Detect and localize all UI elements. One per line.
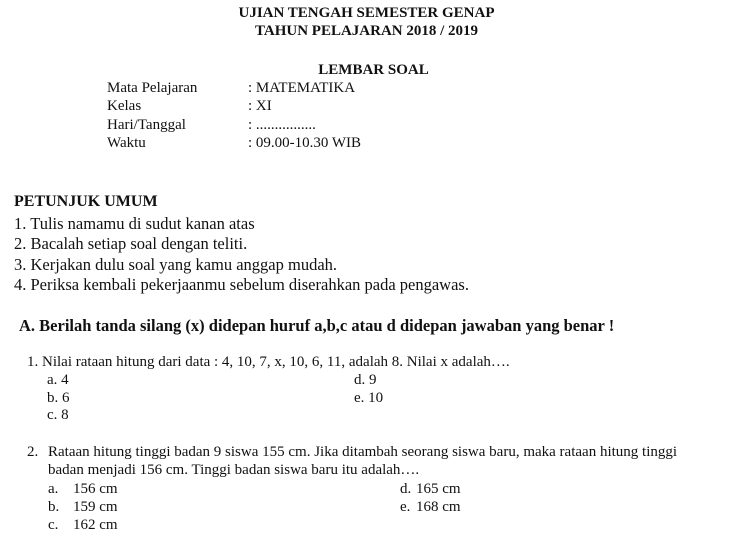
question-2-option-e-letter: e.: [400, 499, 411, 515]
academic-year: TAHUN PELAJARAN 2018 / 2019: [254, 23, 479, 39]
info-label-date: Hari/Tanggal: [107, 117, 186, 133]
info-value-time: : 09.00-10.30 WIB: [248, 135, 362, 151]
question-1-option-d: d. 9: [354, 372, 377, 388]
question-2-option-a-letter: a.: [48, 481, 59, 497]
question-2-option-b-letter: b.: [48, 499, 60, 515]
info-value-date: : ................: [248, 117, 316, 133]
question-2-option-c-letter: c.: [48, 517, 59, 533]
question-1-option-b: b. 6: [47, 390, 70, 406]
question-1-option-e: e. 10: [354, 390, 384, 406]
question-2-text-line-1: Rataan hitung tinggi badan 9 siswa 155 cm. Jika ditambah seorang siswa baru, maka rataan hitung tinggi: [48, 444, 678, 460]
question-2-option-b-value: 159 cm: [73, 499, 118, 515]
instruction-item: 4. Periksa kembali pekerjaanmu sebelum diserahkan pada pengawas.: [14, 275, 469, 294]
section-a-heading: A. Berilah tanda silang (x) didepan huruf a,b,c atau d didepan jawaban yang benar !: [19, 316, 615, 335]
info-value-subject: : MATEMATIKA: [248, 80, 356, 96]
info-value-class: : XI: [248, 98, 272, 114]
instructions-heading: PETUNJUK UMUM: [14, 193, 158, 210]
question-1-option-c: c. 8: [47, 407, 69, 423]
question-2-number: 2.: [27, 444, 39, 460]
question-1-option-a: a. 4: [47, 372, 69, 388]
question-2-text-line-2: badan menjadi 156 cm. Tinggi badan siswa baru itu adalah….: [48, 462, 420, 478]
info-label-subject: Mata Pelajaran: [107, 80, 198, 96]
instruction-item: 3. Kerjakan dulu soal yang kamu anggap mudah.: [14, 255, 338, 274]
instruction-item: 2. Bacalah setiap soal dengan teliti.: [14, 234, 248, 253]
question-2-option-a-value: 156 cm: [73, 481, 118, 497]
info-label-time: Waktu: [107, 135, 146, 151]
exam-title: UJIAN TENGAH SEMESTER GENAP: [238, 5, 495, 21]
info-label-class: Kelas: [107, 98, 142, 114]
instruction-item: 1. Tulis namamu di sudut kanan atas: [14, 214, 255, 233]
question-1-text: 1. Nilai rataan hitung dari data : 4, 10, 7, x, 10, 6, 11, adalah 8. Nilai x adalah….: [27, 354, 510, 370]
question-2-option-c-value: 162 cm: [73, 517, 118, 533]
sheet-title: LEMBAR SOAL: [318, 62, 429, 78]
question-2-option-d-value: 165 cm: [416, 481, 461, 497]
question-2-option-e-value: 168 cm: [416, 499, 461, 515]
question-2-option-d-letter: d.: [400, 481, 412, 497]
